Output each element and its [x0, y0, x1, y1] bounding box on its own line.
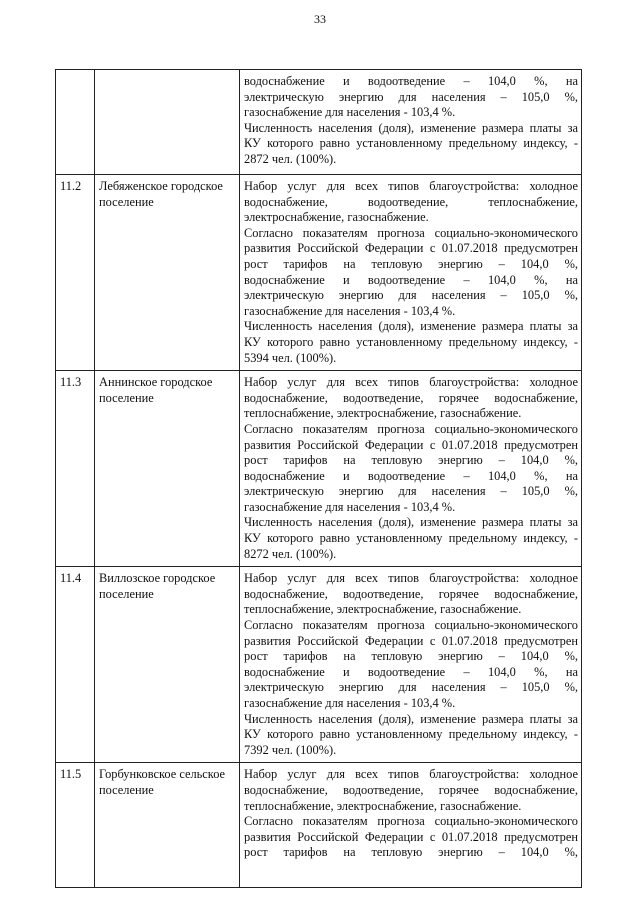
- row-number: 11.5: [56, 763, 95, 888]
- tariff-table-body: [56, 70, 582, 888]
- description-line: Согласно показателям прогноза социально-экономического: [244, 421, 578, 436]
- table-row: [56, 763, 582, 888]
- description-line: 7392 чел. (100%).: [244, 742, 337, 757]
- description-line: 8272 чел. (100%).: [244, 546, 337, 561]
- description-line: 2872 чел. (100%).: [244, 151, 337, 166]
- description-line: КУ которого равно установленному предельному индексу, -: [244, 727, 578, 742]
- description-line: теплоснабжение, электроснабжение, газоснабжение.: [244, 602, 522, 617]
- description-line: водоснабжение, водоотведение, горячее водоснабжение,: [244, 586, 578, 601]
- description-line: электроснабжение, газоснабжение.: [244, 210, 429, 225]
- description-line: развития Российской Федерации с 01.07.2018 предусмотрен: [244, 829, 578, 844]
- description-line: водоснабжение и водоотведение – 104,0 %, на: [244, 664, 578, 679]
- settlement-name: Аннинское городское поселение: [95, 371, 240, 567]
- settlement-name: Горбунковское сельское поселение: [95, 763, 240, 888]
- description-line: Численность населения (доля), изменение размера платы за: [244, 319, 578, 334]
- description-line: КУ которого равно установленному предельному индексу, -: [244, 531, 578, 546]
- description-line: газоснабжение для населения - 103,4 %.: [244, 105, 456, 120]
- description-line: газоснабжение для населения - 103,4 %.: [244, 303, 456, 318]
- description-line: Набор услуг для всех типов благоустройства: холодное: [244, 571, 578, 586]
- description-line: электрическую энергию для населения – 105,0 %,: [244, 89, 578, 104]
- description-line: развития Российской Федерации с 01.07.2018 предусмотрен: [244, 437, 578, 452]
- row-number: 11.4: [56, 567, 95, 763]
- page-number: 33: [314, 12, 326, 26]
- description-line: водоснабжение, водоотведение, горячее водоснабжение,: [244, 390, 578, 405]
- description-line: Согласно показателям прогноза социально-экономического: [244, 618, 578, 633]
- tariff-table: [55, 69, 582, 888]
- description-line: водоснабжение, водоотведение, горячее водоснабжение,: [244, 782, 578, 797]
- service-description: [240, 175, 582, 371]
- description-line: рост тарифов на тепловую энергию – 104,0 %,: [244, 845, 578, 860]
- row-number: 11.2: [56, 175, 95, 371]
- description-line: рост тарифов на тепловую энергию – 104,0 %,: [244, 256, 578, 271]
- table-row: [56, 567, 582, 763]
- settlement-name: Лебяженское городское поселение: [95, 175, 240, 371]
- description-line: КУ которого равно установленному предельному индексу, -: [244, 136, 578, 151]
- description-line: Согласно показателям прогноза социально-экономического: [244, 225, 578, 240]
- description-line: Численность населения (доля), изменение размера платы за: [244, 120, 578, 135]
- service-description: [240, 567, 582, 763]
- description-line: Численность населения (доля), изменение размера платы за: [244, 515, 578, 530]
- description-line: Набор услуг для всех типов благоустройства: холодное: [244, 375, 578, 390]
- description-line: газоснабжение для населения - 103,4 %.: [244, 499, 456, 514]
- description-line: развития Российской Федерации с 01.07.2018 предусмотрен: [244, 633, 578, 648]
- description-line: теплоснабжение, электроснабжение, газоснабжение.: [244, 798, 522, 813]
- description-line: Набор услуг для всех типов благоустройства: холодное: [244, 767, 578, 782]
- row-number: 11.3: [56, 371, 95, 567]
- table-row: [56, 371, 582, 567]
- service-description: [240, 70, 582, 175]
- description-line: водоснабжение и водоотведение – 104,0 %, на: [244, 272, 578, 287]
- settlement-name: [95, 70, 240, 175]
- description-line: рост тарифов на тепловую энергию – 104,0 %,: [244, 649, 578, 664]
- description-line: газоснабжение для населения - 103,4 %.: [244, 696, 456, 710]
- description-line: Численность населения (доля), изменение размера платы за: [244, 711, 578, 726]
- service-description: [240, 371, 582, 567]
- description-line: электрическую энергию для населения – 105,0 %,: [244, 484, 578, 499]
- description-line: водоснабжение и водоотведение – 104,0 %, на: [244, 468, 578, 483]
- description-line: рост тарифов на тепловую энергию – 104,0 %,: [244, 453, 578, 468]
- description-line: Согласно показателям прогноза социально-экономического: [244, 814, 578, 829]
- settlement-name: Виллозское городское поселение: [95, 567, 240, 763]
- row-number: [56, 70, 95, 175]
- description-line: электрическую энергию для населения – 105,0 %,: [244, 680, 578, 695]
- description-line: развития Российской Федерации с 01.07.2018 предусмотрен: [244, 241, 578, 256]
- table-row: [56, 70, 582, 175]
- description-line: 5394 чел. (100%).: [244, 350, 337, 365]
- description-line: водоснабжение и водоотведение – 104,0 %, на: [244, 74, 578, 88]
- description-line: водоснабжение, водоотведение, теплоснабжение,: [244, 194, 578, 209]
- service-description: [240, 763, 582, 888]
- description-line: электрическую энергию для населения – 105,0 %,: [244, 288, 578, 303]
- description-line: теплоснабжение, электроснабжение, газоснабжение.: [244, 406, 522, 421]
- description-line: КУ которого равно установленному предельному индексу, -: [244, 334, 578, 349]
- description-line: Набор услуг для всех типов благоустройства: холодное: [244, 179, 578, 193]
- table-row: [56, 175, 582, 371]
